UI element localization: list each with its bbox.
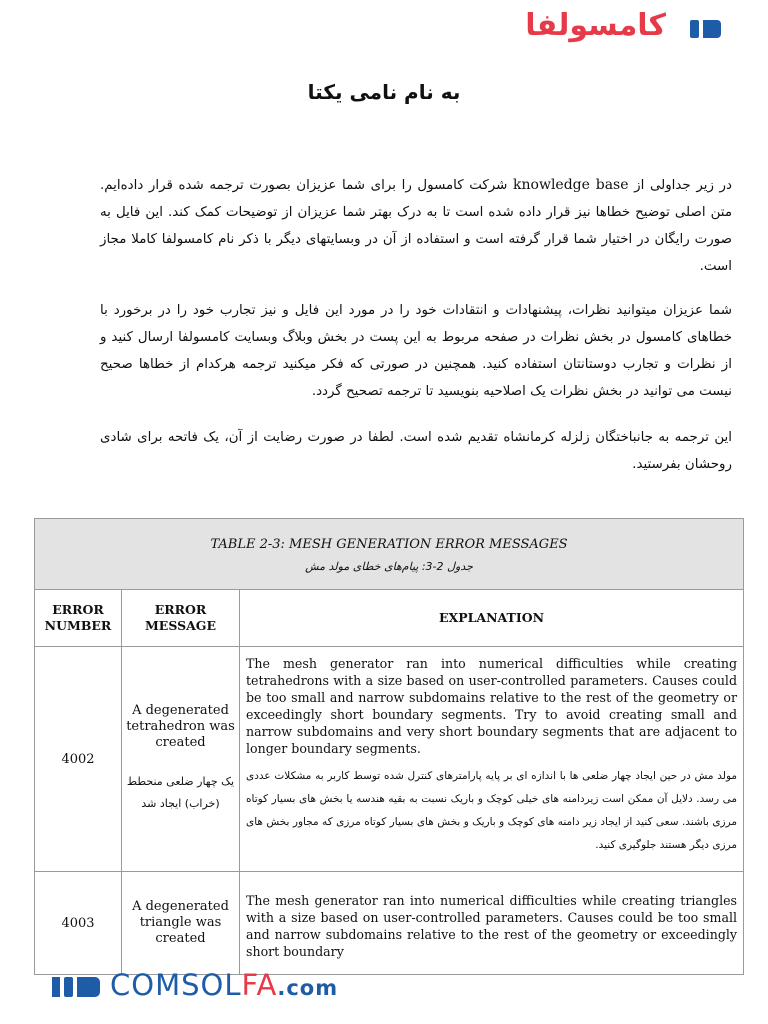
header-error-number: ERROR NUMBER (35, 590, 122, 647)
intro-p1-start: در زیر جداولی از (628, 178, 732, 193)
header-explanation: EXPLANATION (240, 590, 744, 647)
error-table (34, 518, 744, 975)
header-error-message: ERROR MESSAGE (122, 590, 240, 647)
error-number: 4002 (35, 647, 122, 872)
error-explanation (240, 647, 744, 872)
error-message-en: A degenerated triangle was created (132, 899, 229, 946)
table-caption-en: TABLE 2-3: MESH GENERATION ERROR MESSAGES (210, 537, 568, 552)
intro-paragraph-3: این ترجمه به جانباختگان زلزله کرمانشاه تقدیم شده است. لطفا در صورت رضایت از آن، یک فاتحه برای شادی روحشان بفرستید. (100, 430, 732, 472)
table-caption-fa: جدول 2-3: پیام‌های خطای مولد مش (305, 560, 473, 573)
logo-mark-icon (690, 14, 730, 54)
logo-main: COMSOL (110, 968, 242, 1002)
table-caption (35, 519, 744, 590)
error-message (122, 647, 240, 872)
footer-logo-text (110, 968, 338, 1002)
header-logo (520, 10, 730, 50)
error-number: 4003 (35, 872, 122, 975)
error-message-fa: یک چهار ضلعی منحطط (خراب) ایجاد شد (126, 775, 235, 810)
intro-paragraph-1 (100, 172, 732, 280)
intro-p1-latin: knowledge base (513, 177, 629, 193)
error-message (122, 872, 240, 975)
explanation-fa: مولد مش در حین ایجاد چهار ضلعی ها با اندازه ای بر پایه پارامترهای کنترل شده توسط کاربر به مشکلات عددی می رسد. دلایل آن ممکن است زیردامنه های خیلی کوچک و باریک نسبت به بقیه هندسه یا بخش های بسیار کوتاه مرزی باشند. سعی کنید از ایجاد زیر دامنه های کوچک و باریک و بخش های بسیار کوتاه مرزی که مجاور بخش های مرزی دیگر هستند جلوگیری کنید. (246, 770, 738, 851)
footer-logo (52, 970, 412, 1002)
table-row (35, 872, 744, 975)
intro-paragraph-2: شما عزیزان میتوانید نظرات، پیشنهادات و انتقادات خود را در مورد این فایل و نیز تجارب خود را در برخورد با خطاهای کامسول در بخش نظرات در صفحه مربوط به این پست در بخش وبلاگ وبسایت کامسولفا ارسال کنید و از نظرات و تجارب دوستانتان استفاده کنید. همچنین در صورتی که فکر میکنید ترجمه هرکدام از خطاها صحیح نیست می توانید در بخش نظرات یک اصلاحیه بنویسید تا ترجمه تصحیح گردد. (100, 303, 732, 399)
intro-p1-rest: شرکت کامسول را برای شما عزیزان بصورت ترجمه شده قرار داده‌ایم. متن اصلی توضیح خطاها نیز قرار داده شده است تا به درک بهتر شما عزیزان از توضیحات کمک کند. این فایل به صورت رایگان در اختیار شما قرار گرفته است و استفاده از آن در وبسایتهای دیگر با ذکر نام کامسولفا کاملا مجاز است. (100, 178, 732, 274)
error-explanation (240, 872, 744, 975)
page-title: به نام نامی یکتا (307, 80, 461, 104)
logo-tld: .com (277, 976, 339, 1000)
table-row (35, 647, 744, 872)
error-message-en: A degenerated tetrahedron was created (126, 703, 235, 750)
explanation-en: The mesh generator ran into numerical difficulties while creating triangles with a size based on user-controlled parameters. Causes could be too small and narrow subdomains relative to the rest of the geometry or exceedingly short boundary (246, 893, 738, 959)
logo-accent: FA (241, 968, 278, 1002)
explanation-en: The mesh generator ran into numerical difficulties while creating tetrahedrons with a size based on user-controlled parameters. Causes could be too small and narrow subdomains relative to the rest of the geometry or exceedingly short boundary segments. Try to avoid creating small and narrow subdomains and very short boundary segments that are adjacent to longer boundary segments. (246, 656, 738, 756)
logo-mark-icon (52, 975, 104, 999)
header-logo-text: کامسولفا (525, 8, 666, 43)
